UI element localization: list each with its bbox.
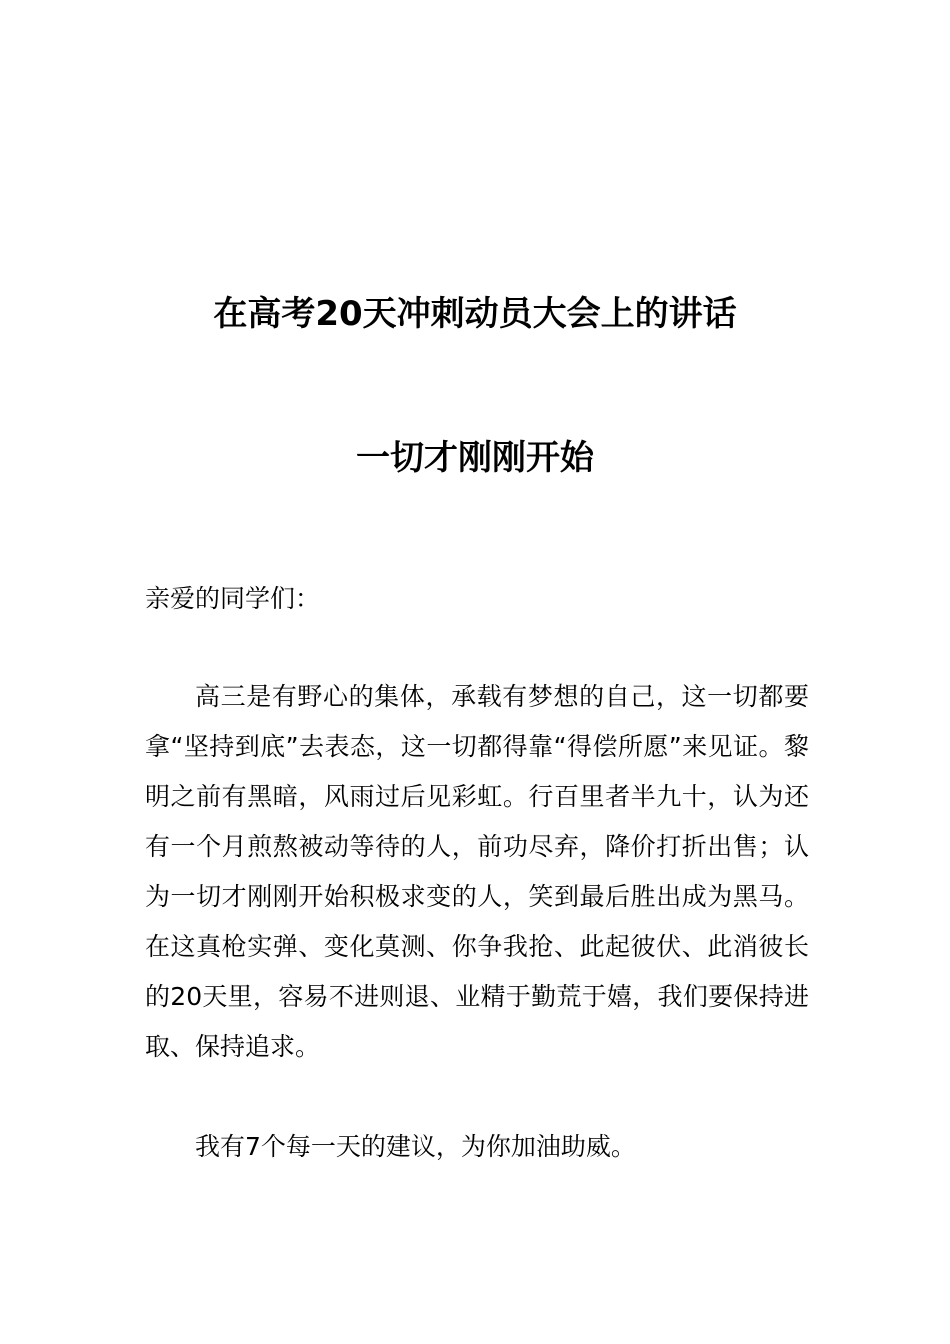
- document-subtitle: 一切才刚刚开始: [356, 438, 594, 478]
- body-paragraph-2: 我有7个每一天的建议，为你加油助威。: [195, 1132, 636, 1161]
- document-title: 在高考20天冲刺动员大会上的讲话: [213, 294, 737, 334]
- salutation: 亲爱的同学们：: [145, 584, 321, 613]
- body-paragraph-1: 高三是有野心的集体，承载有梦想的自己，这一切都要拿“坚持到底”去表态，这一切都得靠“得偿所愿”来见证。黎明之前有黑暗，风雨过后见彩虹。行百里者半九十，认为还有一个月煎熬被动等待的人，前功尽弃，降价打折出售；认为一切才刚刚开始积极求变的人，笑到最后胜出成为黑马。在这真枪实弹、变化莫测、你争我抢、此起彼伏、此消彼长的20天里，容易不进则退、业精于勤荒于嬉，我们要保持进取、保持追求。: [145, 682, 809, 1061]
